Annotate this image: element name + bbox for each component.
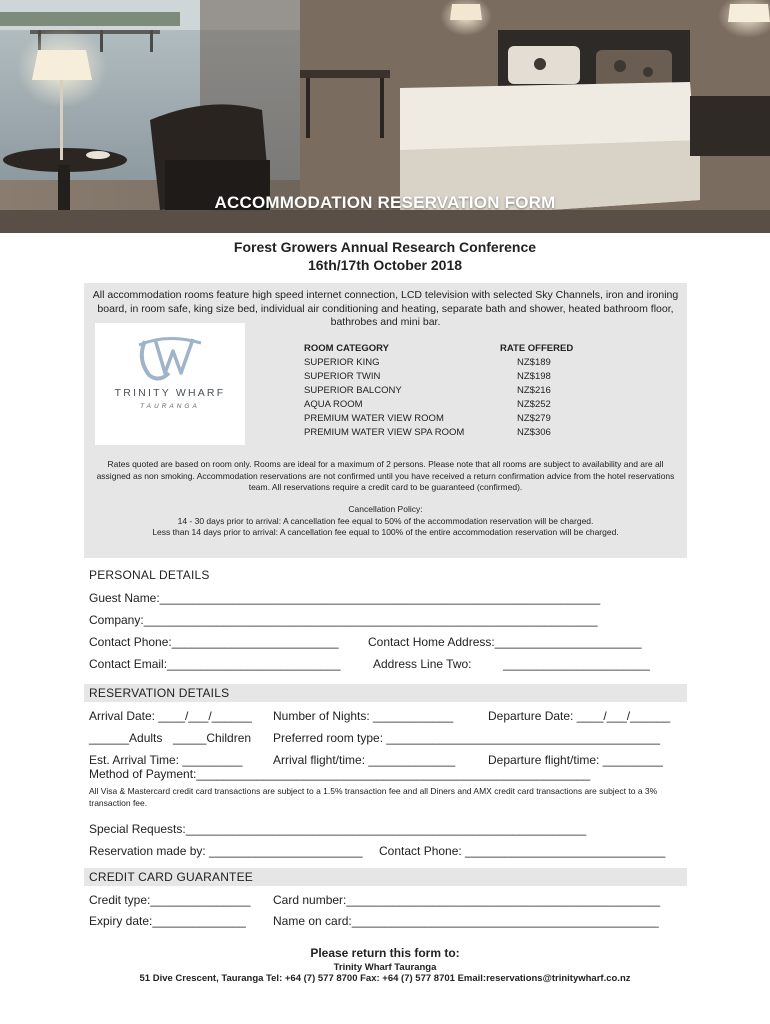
logo-wordmark: TRINITY WHARF bbox=[114, 387, 226, 399]
form-title: ACCOMMODATION RESERVATION FORM bbox=[214, 193, 556, 212]
est-arrival-time-field[interactable]: Est. Arrival Time: _________ bbox=[89, 753, 243, 767]
arrival-date-field[interactable]: Arrival Date: ____/___/______ bbox=[89, 709, 252, 723]
guest-name-field[interactable]: Guest Name:__________________________________________________________________ bbox=[89, 591, 601, 605]
contact-phone-field[interactable]: Contact Phone:_________________________ bbox=[89, 635, 339, 649]
room-rate: NZ$198 bbox=[517, 371, 551, 382]
room-category: PREMIUM WATER VIEW ROOM bbox=[304, 413, 444, 424]
hotel-name: Trinity Wharf Tauranga bbox=[333, 962, 437, 973]
rates-info-panel bbox=[84, 283, 687, 558]
room-category: PREMIUM WATER VIEW SPA ROOM bbox=[304, 427, 465, 438]
return-form-label: Please return this form to: bbox=[310, 946, 460, 960]
number-of-nights-field[interactable]: Number of Nights: ____________ bbox=[273, 709, 454, 723]
hotel-logo bbox=[95, 323, 245, 445]
card-number-field[interactable]: Card number:_______________________________________________ bbox=[273, 893, 661, 907]
room-rate: NZ$279 bbox=[517, 413, 551, 424]
name-on-card-field[interactable]: Name on card:______________________________________________ bbox=[273, 914, 659, 928]
credit-card-heading: CREDIT CARD GUARANTEE bbox=[89, 870, 253, 884]
room-category: SUPERIOR TWIN bbox=[304, 371, 381, 382]
conference-name: Forest Growers Annual Research Conference bbox=[233, 239, 537, 255]
method-of-payment-field[interactable]: Method of Payment:___________________________________________________________ bbox=[89, 767, 591, 781]
hotel-contact-details: 51 Dive Crescent, Tauranga Tel: +64 (7) 577 8700 Fax: +64 (7) 577 8701 Email:reservations@trinitywharf.co.nz bbox=[139, 973, 631, 984]
expiry-date-field[interactable]: Expiry date:______________ bbox=[89, 914, 246, 928]
cancellation-line-2: Less than 14 days prior to arrival: A cancellation fee equal to 100% of the entire accommodation reservation will be charged. bbox=[152, 527, 619, 537]
company-field[interactable]: Company:____________________________________________________________________ bbox=[89, 613, 598, 627]
hero-photo bbox=[0, 0, 770, 233]
logo-place: TAURANGA bbox=[140, 403, 200, 410]
room-category-header: ROOM CATEGORY bbox=[304, 343, 389, 354]
conference-dates: 16th/17th October 2018 bbox=[307, 257, 463, 273]
contact-email-field[interactable]: Contact Email:__________________________ bbox=[89, 657, 341, 671]
reservation-details-heading: RESERVATION DETAILS bbox=[89, 686, 230, 700]
adults-field[interactable]: ______Adults bbox=[89, 731, 163, 745]
personal-details-heading: PERSONAL DETAILS bbox=[89, 568, 210, 582]
special-requests-field[interactable]: Special Requests:____________________________________________________________ bbox=[89, 822, 587, 836]
room-category: SUPERIOR BALCONY bbox=[304, 385, 402, 396]
room-category: SUPERIOR KING bbox=[304, 357, 380, 368]
rates-terms-text: Rates quoted are based on room only. Rooms are ideal for a maximum of 2 persons. Please note that all rooms are subject to availability and are all assigned as non smoking. Accommodation reservations are not confirmed until you have received a return confirmation advice from the hotel reservations team. All reservations require a credit card to be guaranteed (confirmed). bbox=[96, 459, 675, 492]
reservation-made-by-field[interactable]: Reservation made by: _______________________ bbox=[89, 844, 363, 858]
credit-type-field[interactable]: Credit type:_______________ bbox=[89, 893, 251, 907]
cancellation-title: Cancellation Policy: bbox=[348, 504, 423, 514]
preferred-room-type-field[interactable]: Preferred room type: _________________________________________ bbox=[273, 731, 661, 745]
address-line-two-field[interactable]: ______________________ bbox=[503, 657, 650, 671]
room-rate: NZ$189 bbox=[517, 357, 551, 368]
room-rate: NZ$252 bbox=[517, 399, 551, 410]
departure-flight-field[interactable]: Departure flight/time: _________ bbox=[488, 753, 663, 767]
arrival-flight-field[interactable]: Arrival flight/time: _____________ bbox=[273, 753, 456, 767]
card-fee-note: All Visa & Mastercard credit card transactions are subject to a 1.5% transaction fee and all Diners and AMX credit card transactions are subject to a 3% transaction fee. bbox=[89, 786, 658, 808]
contact-home-address-field[interactable]: Contact Home Address:______________________ bbox=[368, 635, 642, 649]
room-features-text: All accommodation rooms feature high speed internet connection, LCD television with selected Sky Channels, iron and ironing board, in room safe, king size bed, individual air conditioning and heating, separate bath and shower, heated bathroom floor, bathrobes and mini bar. bbox=[92, 289, 679, 328]
trinity-wharf-logo-icon bbox=[135, 333, 205, 385]
reservation-contact-phone-field[interactable]: Contact Phone: ______________________________ bbox=[379, 844, 666, 858]
departure-date-field[interactable]: Departure Date: ____/___/______ bbox=[488, 709, 671, 723]
rate-offered-header: RATE OFFERED bbox=[500, 343, 574, 354]
room-category: AQUA ROOM bbox=[304, 399, 363, 410]
room-rate: NZ$306 bbox=[517, 427, 551, 438]
cancellation-line-1: 14 - 30 days prior to arrival: A cancellation fee equal to 50% of the accommodation reservation will be charged. bbox=[177, 516, 594, 526]
room-rate: NZ$216 bbox=[517, 385, 551, 396]
address-line-two-label: Address Line Two: bbox=[373, 657, 472, 671]
children-field[interactable]: _____Children bbox=[173, 731, 252, 745]
